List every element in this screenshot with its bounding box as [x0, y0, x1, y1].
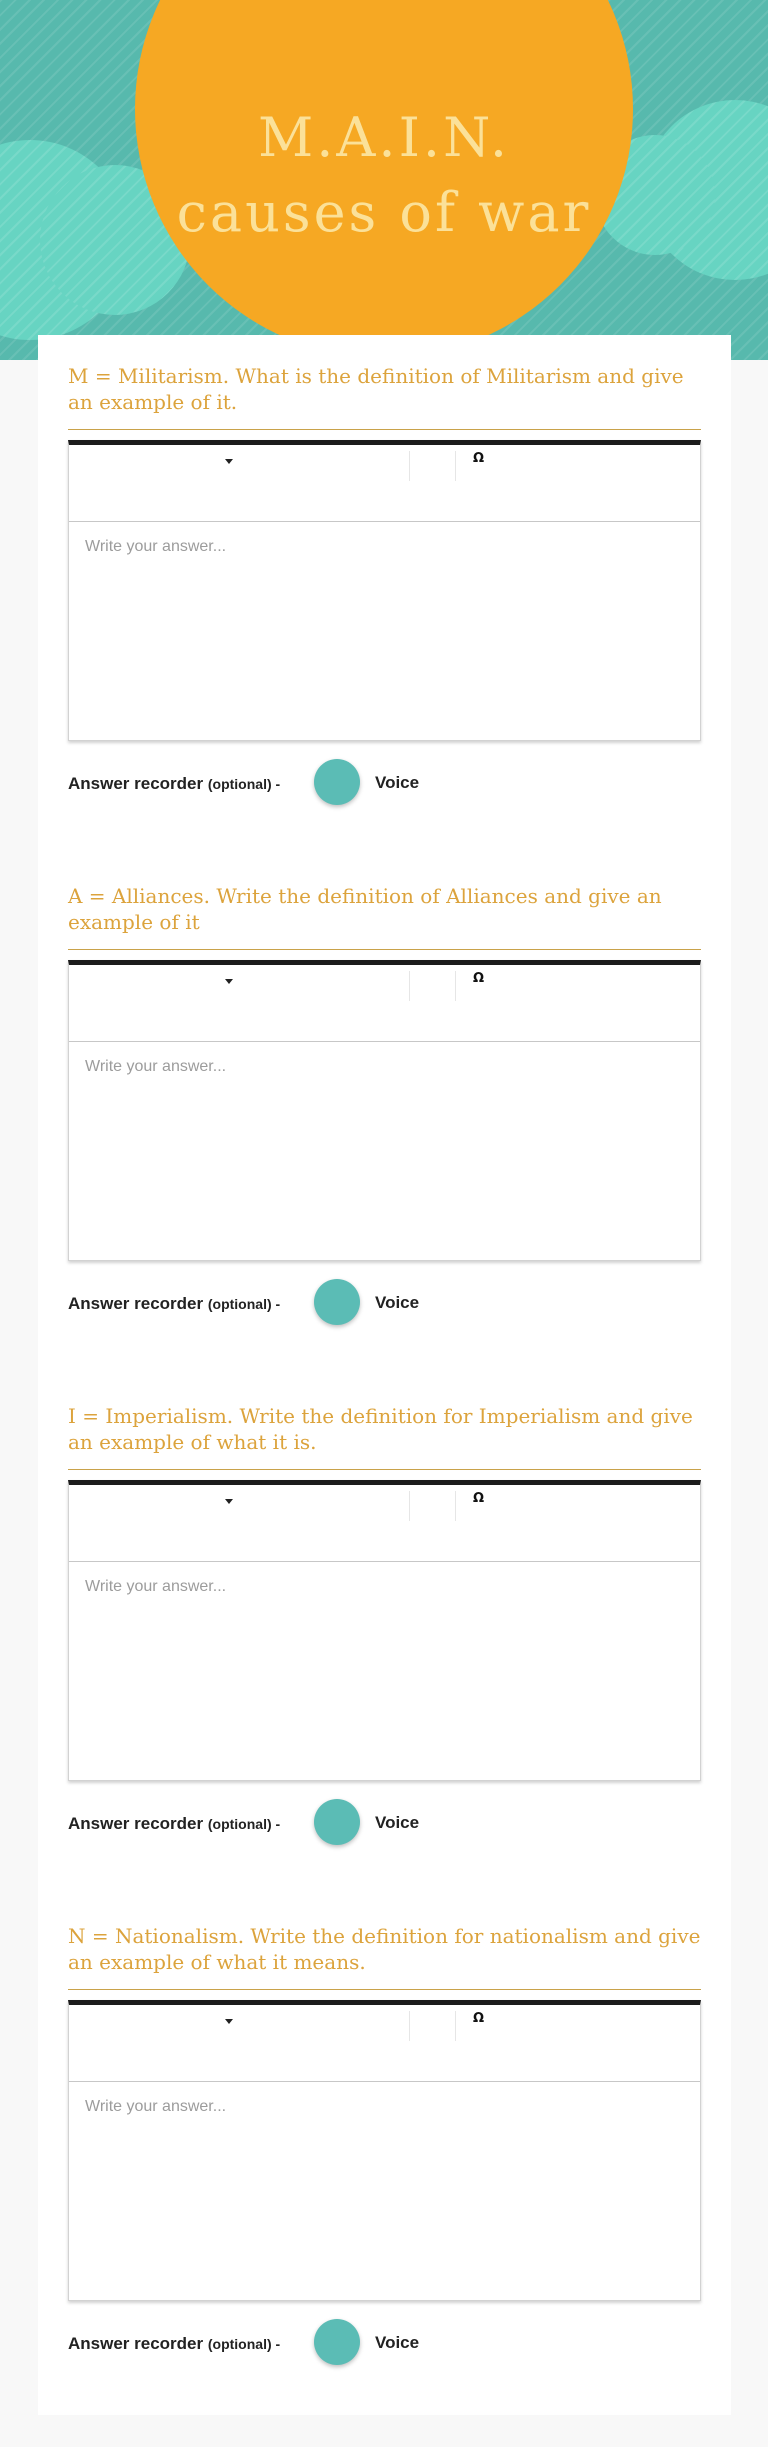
answer-recorder: [68, 1279, 701, 1329]
answer-recorder: [68, 1799, 701, 1849]
editor-toolbar: [69, 2005, 700, 2082]
recorder-label: [68, 774, 280, 794]
toolbar-separator: [409, 451, 410, 481]
editor-toolbar: [69, 1485, 700, 1562]
answer-textarea[interactable]: [69, 2082, 700, 2300]
question-title: I = Imperialism. Write the definition for Imperialism and give an example of what it is.: [68, 1404, 693, 1454]
recorder-label: [68, 1294, 280, 1314]
toolbar-separator: [455, 2011, 456, 2041]
recorder-optional: (optional) -: [207, 776, 281, 792]
record-voice-button[interactable]: [314, 2319, 360, 2365]
page-title-line1: M.A.I.N.: [257, 106, 511, 169]
omega-icon[interactable]: Ω: [473, 2011, 485, 2026]
toolbar-separator: [409, 2011, 410, 2041]
toolbar-separator: [409, 971, 410, 1001]
answer-textarea[interactable]: [69, 1042, 700, 1260]
question-block: [68, 883, 701, 1329]
page-title-line2: causes of war: [176, 181, 592, 244]
toolbar-separator: [455, 451, 456, 481]
recorder-optional: (optional) -: [207, 2336, 281, 2352]
rich-text-editor: [68, 2000, 701, 2301]
recorder-label: [68, 2334, 280, 2354]
caret-down-icon[interactable]: [225, 979, 233, 984]
editor-toolbar: [69, 445, 700, 522]
caret-down-icon[interactable]: [225, 2019, 233, 2024]
voice-label[interactable]: Voice: [375, 1813, 420, 1832]
rich-text-editor: [68, 440, 701, 741]
recorder-optional: (optional) -: [207, 1296, 281, 1312]
recorder-label-text: Answer recorder: [68, 1814, 204, 1833]
header-banner: [0, 0, 768, 360]
voice-label[interactable]: Voice: [375, 773, 420, 792]
rich-text-editor: [68, 1480, 701, 1781]
toolbar-separator: [455, 971, 456, 1001]
question-block: [68, 1923, 701, 2369]
divider: [68, 1469, 701, 1470]
question-block: [68, 363, 701, 809]
record-voice-button[interactable]: [314, 1799, 360, 1845]
recorder-label-text: Answer recorder: [68, 2334, 204, 2353]
question-title: A = Alliances. Write the definition of Alliances and give an example of it: [68, 884, 662, 934]
answer-placeholder: Write your answer...: [85, 2098, 227, 2115]
rich-text-editor: [68, 960, 701, 1261]
question-title: M = Militarism. What is the definition of Militarism and give an example of it.: [68, 364, 684, 414]
omega-icon[interactable]: Ω: [473, 451, 485, 466]
divider: [68, 429, 701, 430]
answer-textarea[interactable]: [69, 1562, 700, 1780]
answer-textarea[interactable]: [69, 522, 700, 740]
recorder-label-text: Answer recorder: [68, 1294, 204, 1313]
caret-down-icon[interactable]: [225, 1499, 233, 1504]
recorder-optional: (optional) -: [207, 1816, 281, 1832]
answer-placeholder: Write your answer...: [85, 1058, 227, 1075]
answer-placeholder: Write your answer...: [85, 1578, 227, 1595]
caret-down-icon[interactable]: [225, 459, 233, 464]
answer-recorder: [68, 2319, 701, 2369]
voice-label[interactable]: Voice: [375, 1293, 420, 1312]
record-voice-button[interactable]: [314, 1279, 360, 1325]
omega-icon[interactable]: Ω: [473, 971, 485, 986]
toolbar-separator: [409, 1491, 410, 1521]
question-title: N = Nationalism. Write the definition for nationalism and give an example of what it means.: [68, 1924, 701, 1974]
omega-icon[interactable]: Ω: [473, 1491, 485, 1506]
recorder-label: [68, 1814, 280, 1834]
editor-toolbar: [69, 965, 700, 1042]
answer-placeholder: Write your answer...: [85, 538, 227, 555]
question-block: [68, 1403, 701, 1849]
toolbar-separator: [455, 1491, 456, 1521]
divider: [68, 949, 701, 950]
record-voice-button[interactable]: [314, 759, 360, 805]
divider: [68, 1989, 701, 1990]
recorder-label-text: Answer recorder: [68, 774, 204, 793]
voice-label[interactable]: Voice: [375, 2333, 420, 2352]
form-card: [38, 335, 731, 2415]
answer-recorder: [68, 759, 701, 809]
